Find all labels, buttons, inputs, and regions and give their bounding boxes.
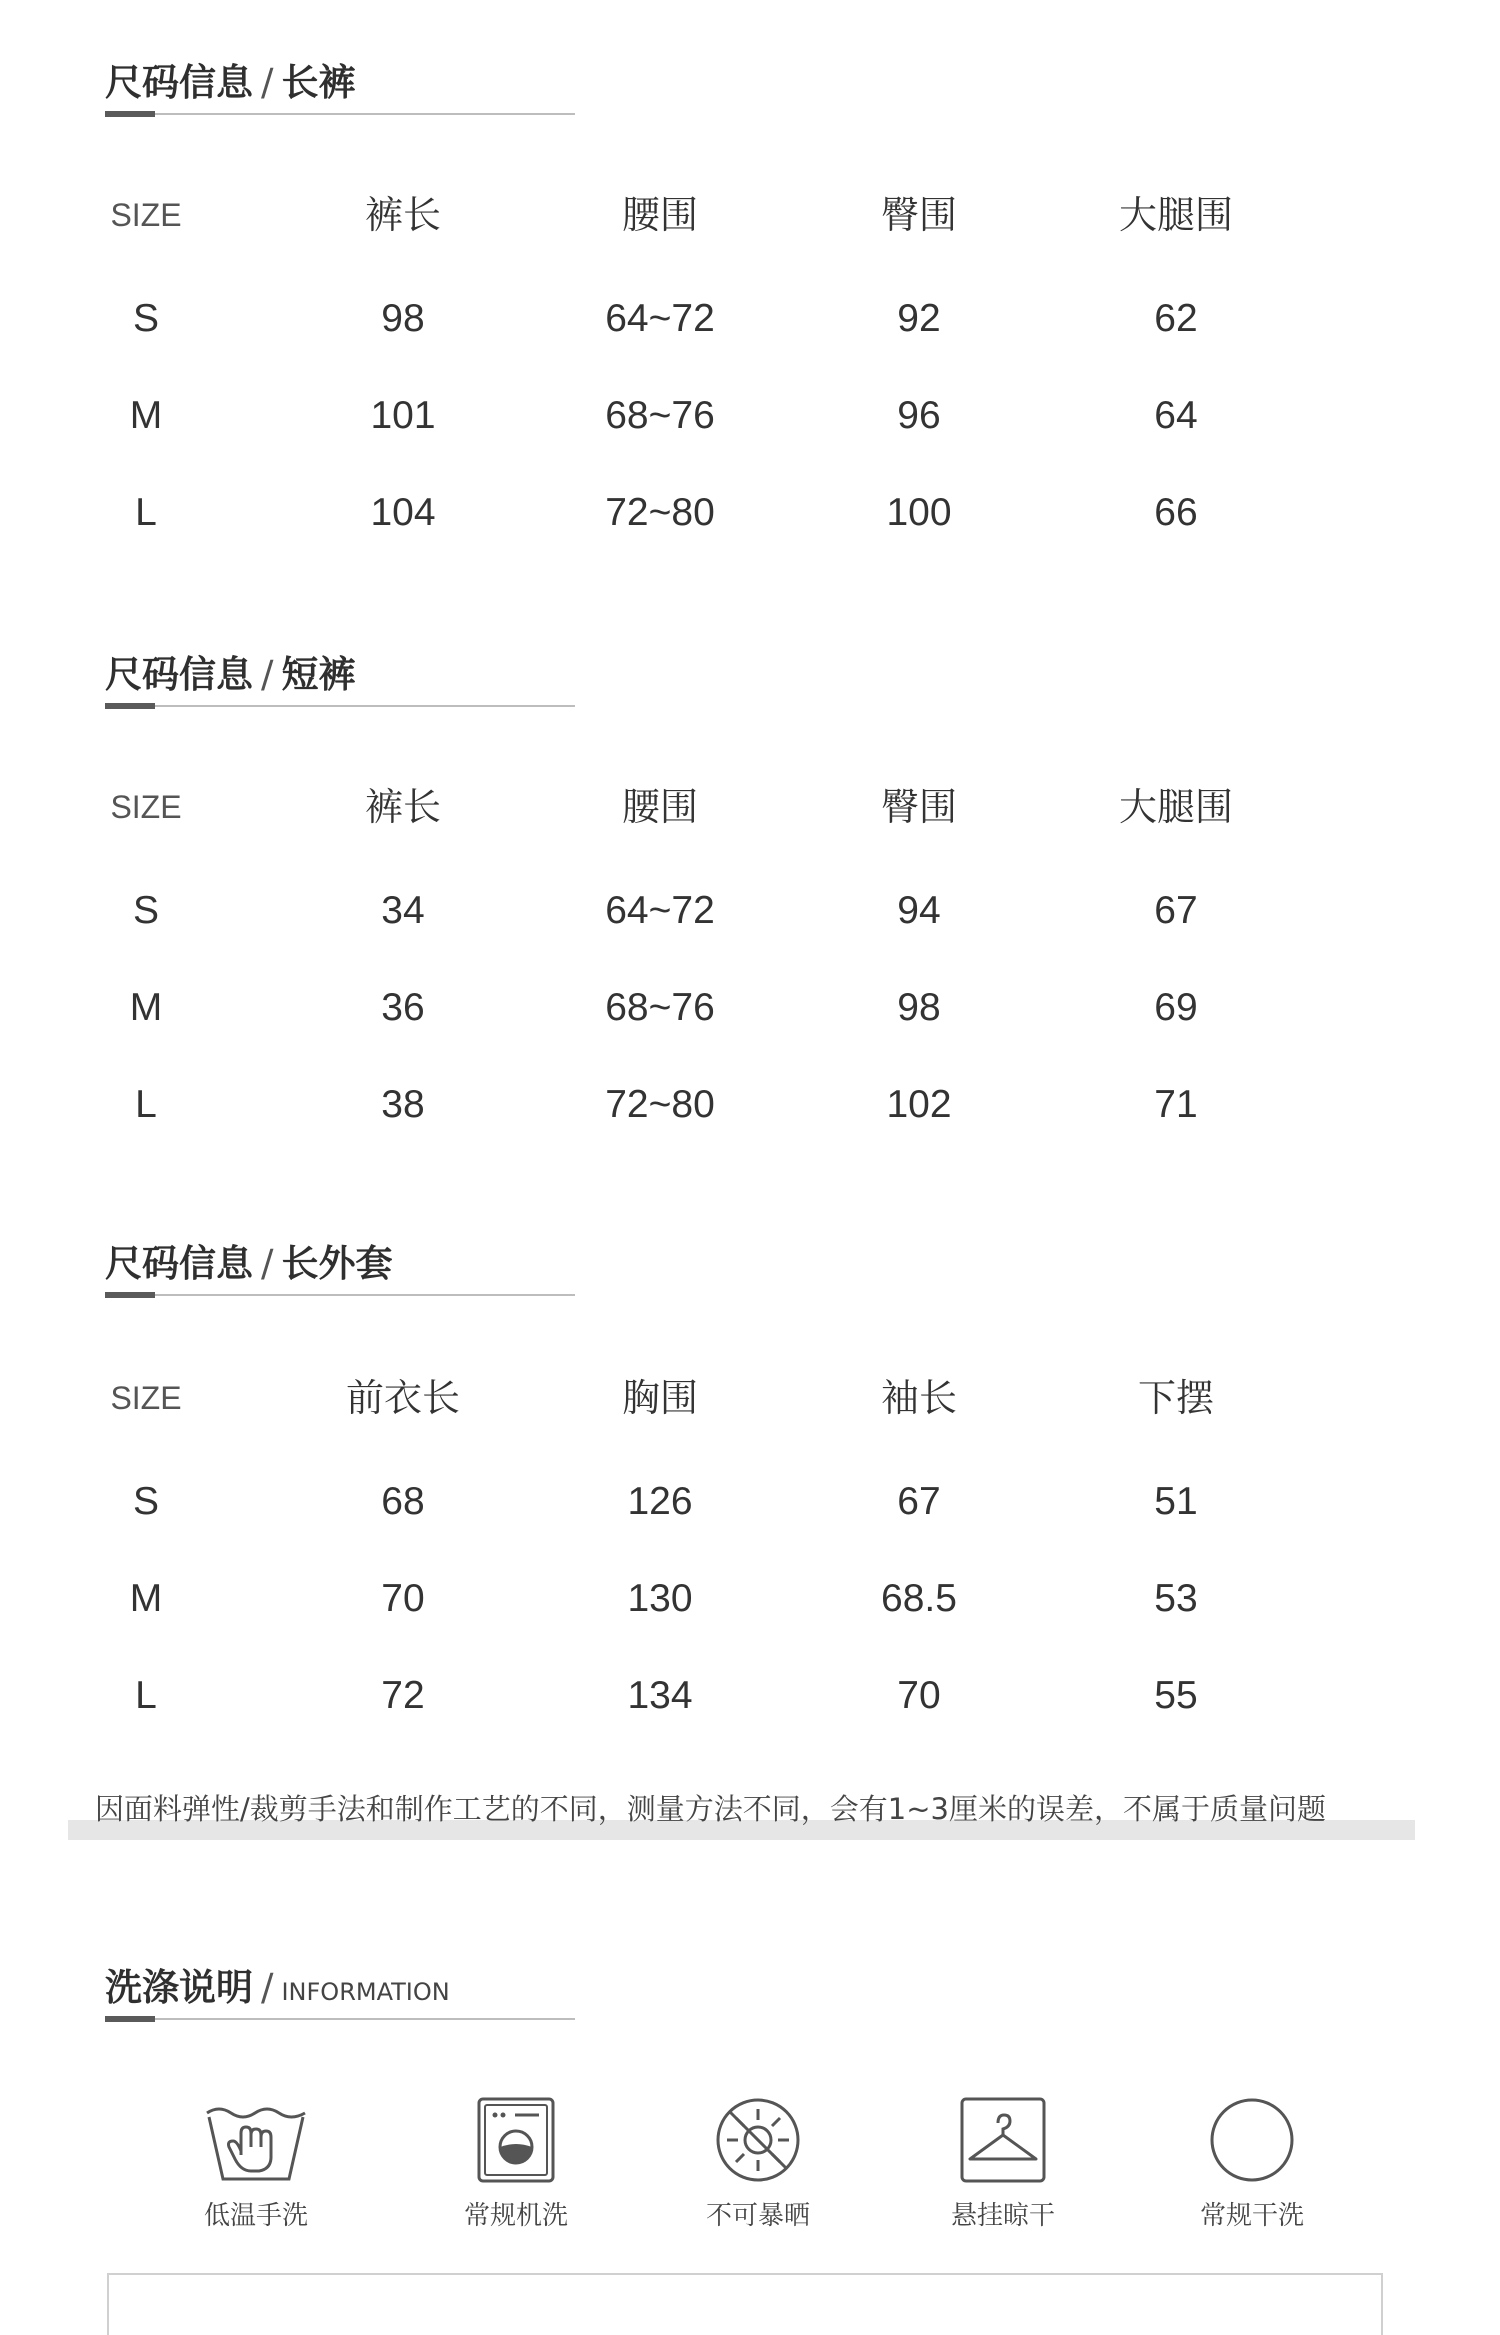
table-header-row [0, 777, 1500, 837]
table-row [0, 978, 1500, 1038]
cell-size: M [129, 986, 163, 1029]
cell-length: 104 [370, 491, 436, 534]
header-hem: 下摆 [1137, 1376, 1215, 1420]
cell-front-length: 70 [381, 1577, 425, 1620]
cell-size: S [132, 1480, 160, 1523]
cell-length: 101 [370, 394, 436, 437]
title-accent [105, 2016, 155, 2022]
table-row [0, 1472, 1500, 1532]
cell-front-length: 68 [381, 1480, 425, 1523]
header-hip: 臀围 [880, 193, 958, 237]
hang-dry-icon [948, 2095, 1058, 2185]
title-underline [105, 705, 575, 707]
table-header-row [0, 1368, 1500, 1428]
table-row [0, 289, 1500, 349]
cell-hip: 100 [886, 491, 952, 534]
care-item-no-sun [658, 2095, 858, 2232]
cell-hip: 94 [897, 889, 941, 932]
title-accent [105, 1292, 155, 1298]
title-accent [105, 111, 155, 117]
header-size: SIZE [110, 789, 182, 825]
cell-size: M [129, 1577, 163, 1620]
section-heading: 尺码信息 / 长外套 [105, 1242, 393, 1285]
cell-sleeve: 67 [897, 1480, 941, 1523]
cell-hip: 96 [897, 394, 941, 437]
cell-front-length: 72 [381, 1674, 425, 1717]
cell-thigh: 66 [1154, 491, 1198, 534]
section-title-shorts [105, 647, 575, 707]
cell-length: 34 [381, 889, 425, 932]
cell-waist: 68~76 [605, 394, 715, 437]
section-heading: 洗涤说明 / INFORMATION [105, 1966, 450, 2009]
care-label: 常规机洗 [463, 2201, 568, 2231]
header-sleeve: 袖长 [880, 1376, 958, 1420]
table-header-row [0, 185, 1500, 245]
title-underline [105, 1294, 575, 1296]
header-length: 裤长 [364, 193, 442, 237]
no-sun-icon [703, 2095, 813, 2185]
cell-waist: 72~80 [605, 1083, 715, 1126]
section-title-long-coat [105, 1236, 575, 1296]
title-accent [105, 703, 155, 709]
care-label: 低温手洗 [203, 2201, 308, 2231]
header-front-length: 前衣长 [345, 1376, 461, 1420]
cell-waist: 64~72 [605, 297, 715, 340]
header-thigh: 大腿围 [1118, 785, 1234, 829]
section-heading: 尺码信息 / 长裤 [105, 61, 356, 104]
cell-thigh: 64 [1154, 394, 1198, 437]
table-row [0, 881, 1500, 941]
cell-hip: 98 [897, 986, 941, 1029]
table-row [0, 483, 1500, 543]
hand-wash-icon [201, 2095, 311, 2185]
next-section-frame [107, 2273, 1383, 2335]
cell-waist: 68~76 [605, 986, 715, 1029]
machine-wash-icon [461, 2095, 571, 2185]
section-title-long-pants [105, 55, 575, 115]
header-waist: 腰围 [621, 193, 699, 237]
cell-size: L [135, 1083, 157, 1126]
cell-chest: 130 [627, 1577, 693, 1620]
cell-size: S [132, 889, 160, 932]
cell-hem: 53 [1154, 1577, 1198, 1620]
cell-sleeve: 68.5 [881, 1577, 957, 1620]
cell-hem: 51 [1154, 1480, 1198, 1523]
title-underline [105, 2018, 575, 2020]
cell-thigh: 69 [1154, 986, 1198, 1029]
cell-hem: 55 [1154, 1674, 1198, 1717]
care-item-hand-wash [156, 2095, 356, 2232]
cell-chest: 134 [627, 1674, 693, 1717]
care-item-hang-dry [903, 2095, 1103, 2232]
cell-size: M [129, 394, 163, 437]
cell-length: 98 [381, 297, 425, 340]
section-heading: 尺码信息 / 短裤 [105, 653, 356, 696]
cell-waist: 64~72 [605, 889, 715, 932]
cell-thigh: 71 [1154, 1083, 1198, 1126]
header-thigh: 大腿围 [1118, 193, 1234, 237]
table-row [0, 1666, 1500, 1726]
dry-clean-icon [1197, 2095, 1307, 2185]
title-underline [105, 113, 575, 115]
header-length: 裤长 [364, 785, 442, 829]
cell-sleeve: 70 [897, 1674, 941, 1717]
care-item-machine-wash [416, 2095, 616, 2232]
cell-size: L [135, 1674, 157, 1717]
cell-thigh: 67 [1154, 889, 1198, 932]
table-row [0, 386, 1500, 446]
cell-hip: 92 [897, 297, 941, 340]
cell-chest: 126 [627, 1480, 693, 1523]
cell-length: 38 [381, 1083, 425, 1126]
table-row [0, 1075, 1500, 1135]
care-label: 常规干洗 [1199, 2201, 1304, 2231]
header-chest: 胸围 [621, 1376, 699, 1420]
header-size: SIZE [110, 197, 182, 233]
cell-size: L [135, 491, 157, 534]
cell-waist: 72~80 [605, 491, 715, 534]
section-title-care [105, 1960, 575, 2020]
header-hip: 臀围 [880, 785, 958, 829]
cell-hip: 102 [886, 1083, 952, 1126]
cell-length: 36 [381, 986, 425, 1029]
care-item-dry-clean [1152, 2095, 1352, 2232]
measurement-note: 因面料弹性/裁剪手法和制作工艺的不同，测量方法不同，会有1~3厘米的误差，不属于质量问题 [95, 1792, 1326, 1826]
table-row [0, 1569, 1500, 1629]
cell-size: S [132, 297, 160, 340]
cell-thigh: 62 [1154, 297, 1198, 340]
header-size: SIZE [110, 1380, 182, 1416]
header-waist: 腰围 [621, 785, 699, 829]
care-label: 不可暴晒 [705, 2201, 810, 2231]
care-label: 悬挂晾干 [950, 2201, 1055, 2231]
